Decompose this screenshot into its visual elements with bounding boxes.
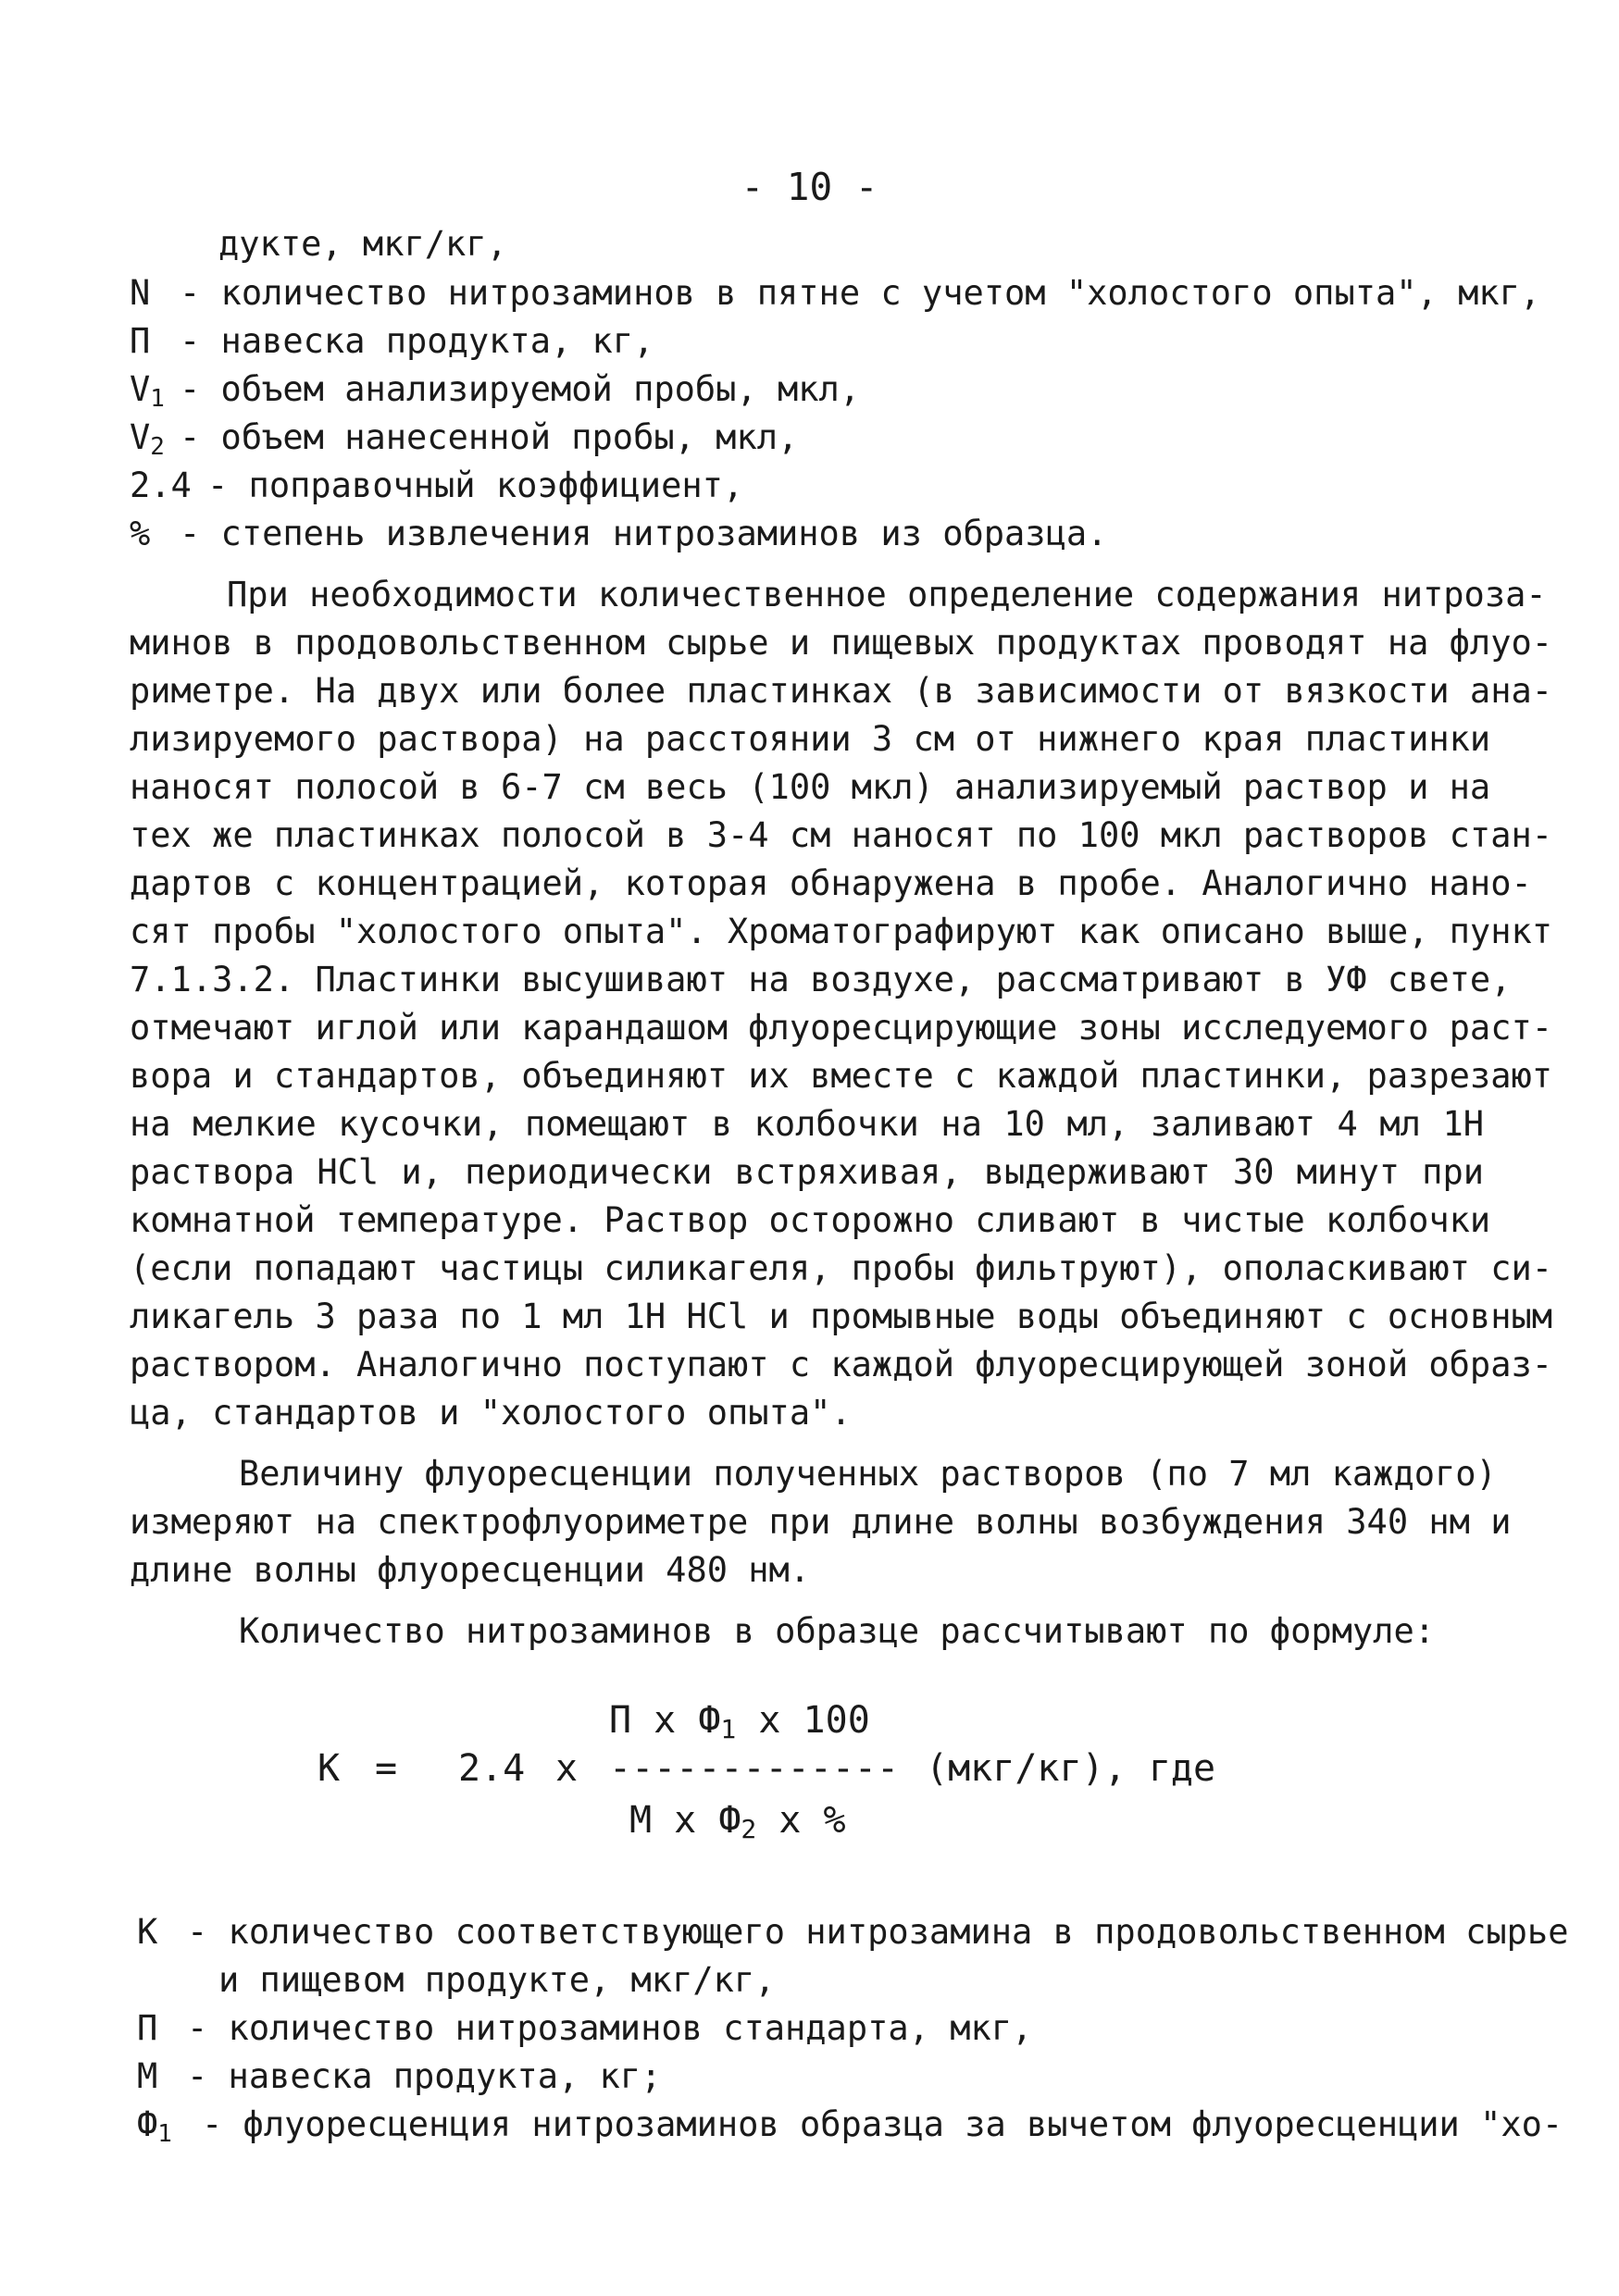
definition-text: - флуоресценция нитрозаминов образца за вычетом флуоресценции "хо-	[202, 2104, 1563, 2144]
paragraph-line: риметре. На двух или более пластинках (в зависимости от вязкости ана-	[130, 671, 1553, 711]
paragraph-line: вора и стандартов, объединяют их вместе с каждой пластинки, разрезают	[130, 1056, 1553, 1096]
paragraph-line: дартов с концентрацией, которая обнаружена в пробе. Аналогично нано-	[130, 863, 1532, 903]
paragraph-line: 7.1.3.2. Пластинки высушивают на воздухе, рассматривают в УФ свете,	[130, 960, 1512, 999]
definition-item	[137, 2004, 1032, 2053]
definition-text: - навеска продукта, кг,	[180, 321, 654, 361]
paragraph-line: лизируемого раствора) на расстоянии 3 см от нижнего края пластинки	[130, 719, 1491, 759]
definition-text: - поправочный коэффициент,	[207, 465, 744, 505]
definition-text: - объем нанесенной пробы, мкл,	[180, 417, 799, 457]
definition-text: - степень извлечения нитрозаминов из образца.	[180, 514, 1108, 553]
definition-text: - навеска продукта, кг;	[187, 2056, 662, 2096]
definition-item	[137, 2053, 661, 2101]
paragraph-line: ликагель 3 раза по 1 мл 1Н HCl и промывные воды объединяют с основным	[130, 1297, 1553, 1336]
formula-lhs: К	[318, 1747, 341, 1790]
definition-item	[218, 1956, 775, 2004]
paragraph-line: раствора HCl и, периодически встряхивая, выдерживают 30 минут при	[130, 1152, 1484, 1192]
formula-equals: =	[375, 1747, 398, 1790]
definition-symbol: П	[137, 2008, 158, 2048]
formula-coefficient: 2.4	[458, 1747, 526, 1790]
formula-unit: (мкг/кг), где	[926, 1747, 1216, 1790]
definition-item	[137, 2101, 1563, 2149]
definition-text: - количество соответствующего нитрозамина в продовольственном сырье	[187, 1912, 1569, 1952]
definition-item	[130, 269, 1540, 317]
paragraph-line: ца, стандартов и "холостого опыта".	[130, 1393, 852, 1433]
paragraph-line: наносят полосой в 6-7 см весь (100 мкл) анализируемый раствор и на	[130, 767, 1491, 807]
definition-item	[130, 366, 860, 414]
definition-text: - объем анализируемой пробы, мкл,	[180, 369, 861, 409]
paragraph-line: отмечают иглой или карандашом флуоресцирующие зоны исследуемого раст-	[130, 1008, 1553, 1048]
definition-symbol: К	[137, 1912, 158, 1952]
paragraph-line: сят пробы "холостого опыта". Хроматографируют как описано выше, пункт	[130, 912, 1553, 951]
formula-times: х	[555, 1747, 579, 1790]
definition-symbol: %	[130, 514, 151, 553]
definition-text: - количество нитрозаминов стандарта, мкг,	[187, 2008, 1033, 2048]
page-number: - 10 -	[741, 165, 878, 209]
definition-text: и пищевом продукте, мкг/кг,	[218, 1960, 776, 2000]
paragraph-line: (если попадают частицы силикагеля, пробы фильтруют), ополаскивают си-	[130, 1248, 1553, 1288]
paragraph-line: Величину флуоресценции полученных растворов (по 7 мл каждого)	[239, 1454, 1497, 1494]
formula-numerator: П х $Ф_1$ х 100	[609, 1699, 870, 1744]
formula-denominator: М х $Ф_2$ х %	[629, 1799, 846, 1844]
paragraph-line: минов в продовольственном сырье и пищевых продуктах проводят на флуо-	[130, 623, 1553, 663]
paragraph-3: Количество нитрозаминов в образце рассчитывают по формуле:	[239, 1611, 1436, 1651]
definition-item	[130, 414, 798, 462]
paragraph-line: тех же пластинках полосой в 3-4 см наносят по 100 мкл растворов стан-	[130, 815, 1553, 855]
definition-symbol: $Ф_1$	[137, 2104, 172, 2148]
definition-symbol: $V_2$	[130, 417, 165, 461]
definition-item	[130, 462, 743, 510]
paragraph-line: измеряют на спектрофлуориметре при длине волны возбуждения 340 нм и	[130, 1502, 1512, 1542]
definition-item	[130, 317, 654, 366]
definition-symbol: М	[137, 2056, 158, 2096]
definition-item	[137, 1908, 1568, 1956]
formula-fraction-bar: -------------	[609, 1747, 900, 1790]
definition-symbol: 2.4	[130, 465, 192, 505]
paragraph-line: При необходимости количественное определение содержания нитроза-	[227, 575, 1547, 614]
definition-symbol: $V_1$	[130, 369, 165, 413]
paragraph-line: на мелкие кусочки, помещают в колбочки на 10 мл, заливают 4 мл 1Н	[130, 1104, 1484, 1144]
paragraph-line: комнатной температуре. Раствор осторожно сливают в чистые колбочки	[130, 1200, 1491, 1240]
paragraph-line: длине волны флуоресценции 480 нм.	[130, 1550, 811, 1590]
definition-symbol: N	[130, 273, 151, 313]
definition-symbol: П	[130, 321, 151, 361]
paragraph-line: раствором. Аналогично поступают с каждой флуоресцирующей зоной образ-	[130, 1345, 1553, 1384]
definition-text: - количество нитрозаминов в пятне с учетом "холостого опыта", мкг,	[180, 273, 1541, 313]
continuation-text: дукте, мкг/кг,	[218, 224, 507, 264]
definition-item	[130, 510, 1107, 558]
